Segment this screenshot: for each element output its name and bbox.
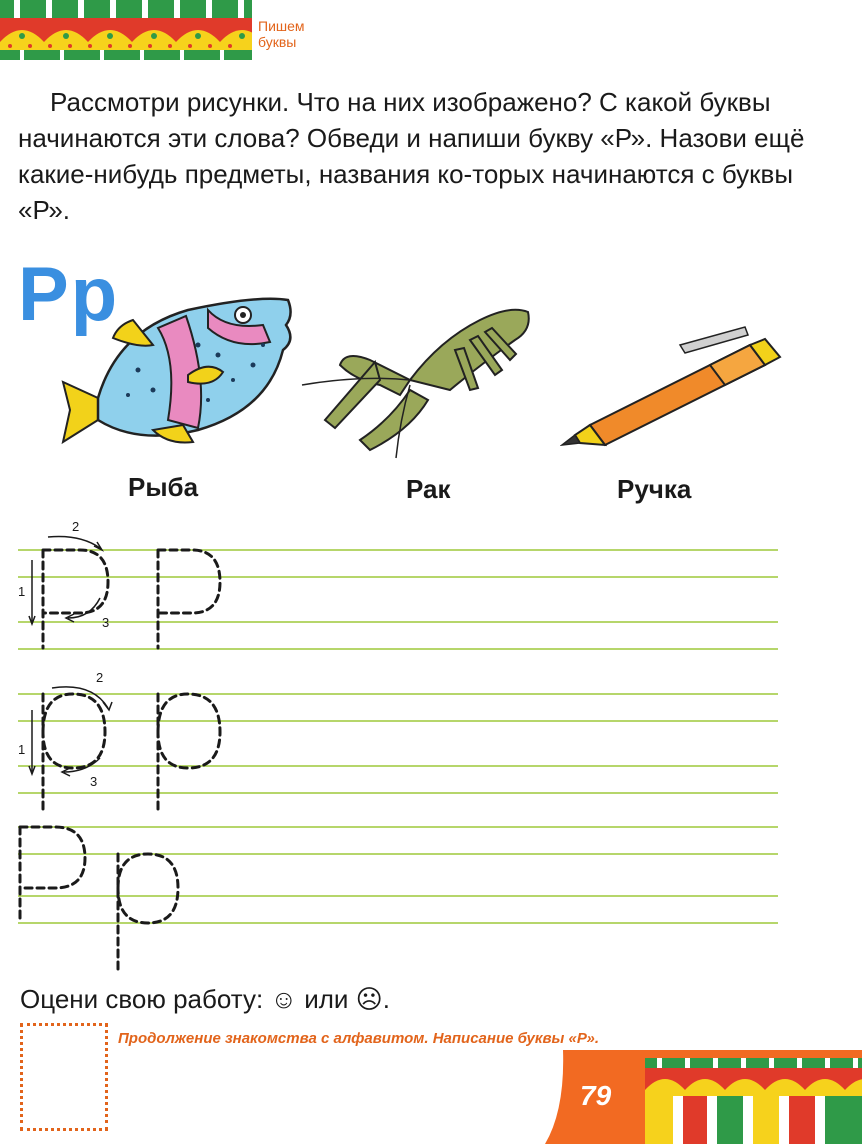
page-number: 79 bbox=[580, 1080, 612, 1111]
handwriting-practice bbox=[0, 510, 862, 980]
crayfish-icon bbox=[300, 290, 540, 460]
stroke-number-3: 3 bbox=[90, 774, 98, 789]
trace-uppercase-p-2 bbox=[158, 550, 220, 648]
section-label: Пишем буквы bbox=[258, 18, 305, 50]
word-crayfish: Рак bbox=[406, 474, 451, 504]
word-pen: Ручка bbox=[617, 474, 692, 504]
stroke-number-1: 1 bbox=[18, 742, 26, 757]
fish-icon bbox=[58, 270, 302, 460]
stroke-number-1: 1 bbox=[18, 584, 26, 599]
word-fish: Рыба bbox=[128, 472, 199, 502]
sample-uppercase-p bbox=[20, 827, 85, 923]
teacher-footnote: Продолжение знакомства с алфавитом. Написание буквы «Р». bbox=[118, 1030, 600, 1047]
sample-lowercase-p bbox=[118, 854, 178, 970]
self-evaluation: Оцени свою работу: ☺ или ☹. bbox=[20, 984, 390, 1014]
stroke-number-2: 2 bbox=[96, 670, 104, 685]
task-instructions: Рассмотри рисунки. Что на них изображено? С какой буквы начинаются эти слова? Обведи и напиши букву «Р». Назови ещё какие-нибудь предметы, названия ко-торых начинаются с буквы «Р». bbox=[18, 87, 805, 225]
stroke-number-3: 3 bbox=[102, 615, 110, 630]
note-box bbox=[20, 1023, 108, 1131]
ruled-lines bbox=[18, 550, 778, 923]
trace-uppercase-p-1 bbox=[43, 550, 108, 648]
pen-icon bbox=[560, 325, 785, 455]
stroke-number-2: 2 bbox=[72, 519, 80, 534]
decorative-border-top bbox=[0, 0, 252, 60]
letter-heading: Рр bbox=[18, 252, 120, 337]
